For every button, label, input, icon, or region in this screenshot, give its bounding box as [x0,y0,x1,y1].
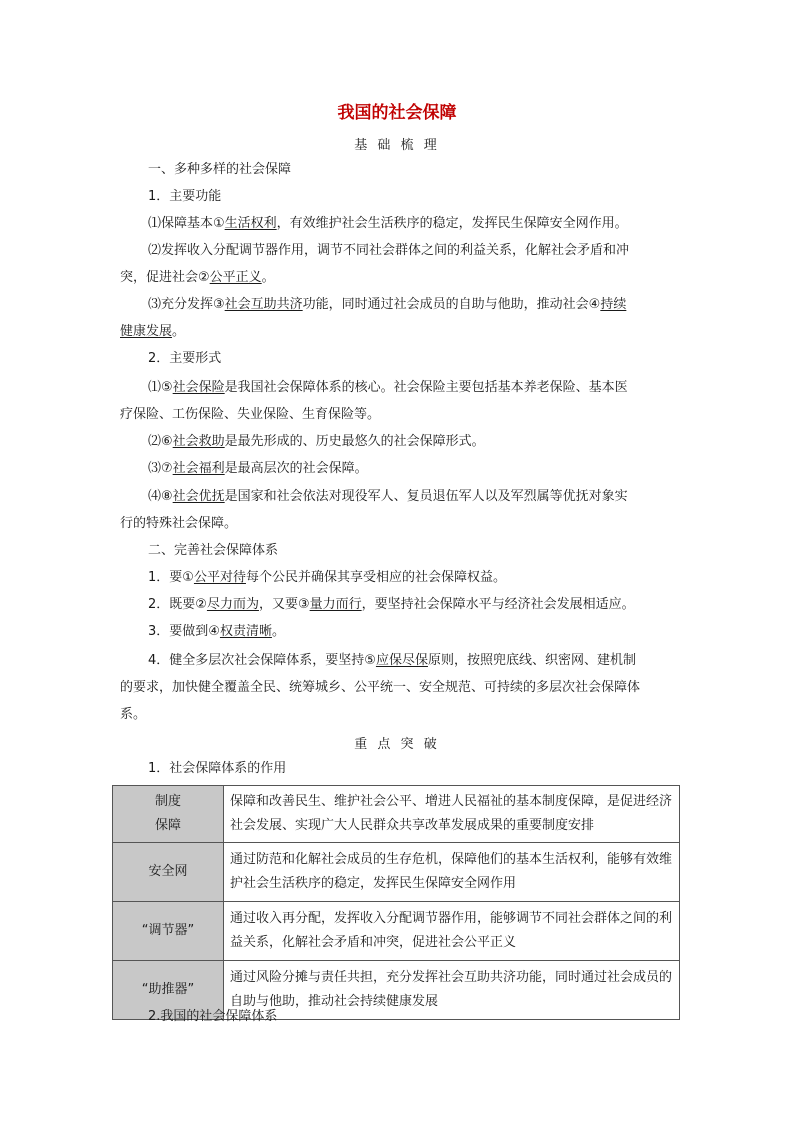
table-value-cell: 保障和改善民生、维护社会公平、增进人民福祉的基本制度保障，是促进经济社会发展、实现广大人民群众共享改革发展成果的重要制度安排 [224,786,680,843]
form-1-line1: ⑴⑤社会保险是我国社会保障体系的核心。社会保险主要包括基本养老保险、基本医 [148,380,628,395]
table-key-cell: “调节器” [113,902,224,961]
blank-answer: 量力而行 [309,597,362,612]
part2-point-1: 1．要①公平对待每个公民并确保其享受相应的社会保障权益。 [148,570,506,585]
part1-heading: 一、多种多样的社会保障 [148,162,292,177]
function-2-line1: ⑵发挥收入分配调节器作用，调节不同社会群体之间的利益关系，化解社会矛盾和冲 [148,243,630,258]
part2-point-4-line1: 4．健全多层次社会保障体系，要坚持⑤应保尽保原则，按照兜底线、织密网、建机制 [148,653,636,668]
blank-answer: 社会福利 [172,461,225,476]
blank-answer: 公平正义 [209,270,262,285]
blank-answer: 社会互助共济 [224,297,303,312]
table-key-cell: 制度 保障 [113,786,224,843]
part2-point-2: 2．既要②尽力而为，又要③量力而行，要坚持社会保障水平与经济社会发展相适应。 [148,597,635,612]
blank-answer: 健康发展 [120,324,173,339]
form-4-line2: 行的特殊社会保障。 [120,516,238,531]
table-row [113,786,680,843]
form-3: ⑶⑦社会福利是最高层次的社会保障。 [148,461,368,476]
table-value-cell: 通过风险分摊与责任共担，充分发挥社会互助共济功能，同时通过社会成员的自助与他助，推动社会持续健康发展 [224,961,680,1020]
table-value-cell: 通过防范和化解社会成员的生存危机，保障他们的基本生活权利，能够有效维护社会生活秩序的稳定，发挥民生保障安全网作用 [224,843,680,902]
blank-answer: 应保尽保 [375,653,428,668]
table-key-cell: 安全网 [113,843,224,902]
blank-answer: 权责清晰 [219,624,272,639]
role-table [112,785,680,1020]
blank-answer: 生活权利 [224,216,277,231]
focus-item-2: 2.我国的社会保障体系 [148,1009,278,1024]
table-row [113,902,680,961]
function-2-line2: 突，促进社会②公平正义。 [120,270,275,285]
blank-answer: 社会救助 [172,434,225,449]
functions-heading: 1．主要功能 [148,189,222,204]
blank-answer: 社会优抚 [172,489,225,504]
blank-answer: 尽力而为 [206,597,259,612]
page-title: 我国的社会保障 [337,103,457,123]
form-2: ⑵⑥社会救助是最先形成的、历史最悠久的社会保障形式。 [148,434,485,449]
table-key-cell: “助推器” [113,961,224,1020]
function-3-line2: 健康发展。 [120,324,186,339]
forms-heading: 2．主要形式 [148,351,222,366]
blank-answer: 公平对待 [193,570,246,585]
table-value-cell: 通过收入再分配，发挥收入分配调节器作用，能够调节不同社会群体之间的利益关系，化解社会矛盾和冲突，促进社会公平正义 [224,902,680,961]
part2-point-3: 3．要做到④权责清晰。 [148,624,285,639]
form-1-line2: 疗保险、工伤保险、失业保险、生育保险等。 [120,407,381,422]
function-3-line1: ⑶充分发挥③社会互助共济功能，同时通过社会成员的自助与他助，推动社会④持续 [148,297,627,312]
basics-heading: 基 础 梳 理 [354,138,440,153]
focus-item-1: 1．社会保障体系的作用 [148,761,287,776]
part2-point-4-line2: 的要求，加快健全覆盖全民、统筹城乡、公平统一、安全规范、可持续的多层次社会保障体 [120,680,641,695]
part2-point-4-line3: 系。 [120,707,147,722]
blank-answer: 持续 [600,297,627,312]
blank-answer: 社会保险 [172,380,225,395]
form-4-line1: ⑷⑧社会优抚是国家和社会依法对现役军人、复员退伍军人以及军烈属等优抚对象实 [148,489,628,504]
focus-heading: 重 点 突 破 [354,737,440,752]
table-row [113,843,680,902]
function-1: ⑴保障基本①生活权利，有效维护社会生活秩序的稳定，发挥民生保障安全网作用。 [148,216,628,231]
part2-heading: 二、完善社会保障体系 [148,543,279,558]
